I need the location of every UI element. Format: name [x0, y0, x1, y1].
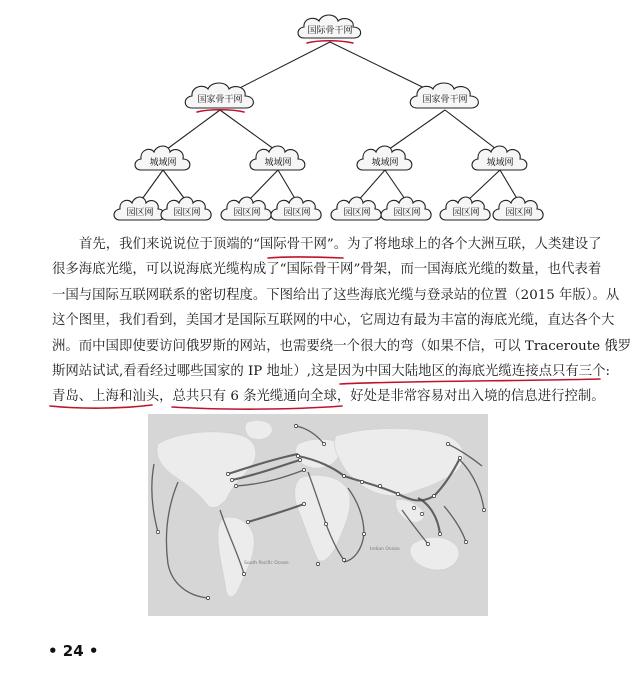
cloud-root — [298, 15, 361, 38]
cloud-campus-6 — [381, 197, 431, 220]
cloud-campus-1 — [114, 197, 164, 220]
paragraph-line-6: 斯网站试试,看看经过哪些国家的 IP 地址）,这是因为中国大陆地区的海底光缆连接点只有三个: — [52, 363, 611, 379]
paragraph-line-3: 一国与国际互联网联系的密切程度。下图给出了这些海底光缆与登录站的位置（2015 年版）。从 — [52, 287, 620, 303]
tree-campus-label-3: 园区网 — [233, 208, 261, 218]
root-underline — [307, 41, 353, 43]
submarine-cable-map — [148, 414, 488, 616]
tree-level2-right-label: 国家骨干网 — [422, 95, 468, 105]
tree-metro-label-4: 城域网 — [486, 158, 514, 168]
tree-campus-label-2: 园区网 — [173, 208, 201, 218]
body-paragraph — [52, 232, 632, 410]
paragraph-line-4: 这个图里，我们看到，美国才是国际互联网的中心，它周边有最为丰富的海底光缆，直达各个大 — [52, 313, 615, 329]
tree-root-label: 国际骨干网 — [307, 26, 353, 36]
tree-campus-label-7: 园区网 — [452, 208, 480, 218]
paragraph-line-5: 洲。而中国即使要访问俄罗斯的网站，也需要绕一个很大的弯（如果不信，可以 Traceroute 俄罗 — [52, 338, 632, 354]
tree-metro-label-1: 城域网 — [149, 158, 177, 168]
cloud-campus-2 — [161, 197, 211, 220]
cloud-campus-5 — [331, 197, 381, 220]
page-number: • 24 • — [48, 642, 99, 660]
tree-campus-label-8: 园区网 — [505, 208, 533, 218]
cable-map-svg — [148, 414, 488, 616]
tree-metro-label-2: 城域网 — [264, 158, 292, 168]
cloud-metro-2 — [250, 146, 305, 170]
cloud-metro-3 — [357, 146, 412, 170]
cloud-metro-1 — [135, 146, 190, 170]
paragraph-line-7: 青岛、上海和汕头，总共只有 6 条光缆通向全球，好处是非常容易对出入境的信息进行控制。 — [52, 389, 605, 405]
cloud-metro-4 — [472, 146, 527, 170]
cloud-campus-7 — [440, 197, 490, 220]
map-label-south-pacific: South Pacific Ocean — [244, 561, 289, 566]
tree-edges — [140, 42, 519, 202]
map-label-indian-ocean: Indian Ocean — [370, 547, 400, 552]
paragraph-line-2: 很多海底光缆，可以说海底光缆构成了“国际骨干网”骨架，而一国海底光缆的数量，也代表着 — [52, 262, 602, 278]
tree-campus-label-1: 园区网 — [126, 208, 154, 218]
tree-campus-label-4: 园区网 — [283, 208, 311, 218]
paragraph-line-1: 首先，我们来说说位于顶端的“国际骨干网”。为了将地球上的各个大洲互联，人类建设了 — [79, 237, 602, 252]
cloud-campus-3 — [221, 197, 271, 220]
cloud-campus-8 — [493, 197, 543, 220]
cloud-campus-4 — [271, 197, 321, 220]
greenland — [245, 420, 272, 439]
tree-metro-label-3: 城域网 — [371, 158, 399, 168]
tree-campus-label-5: 园区网 — [343, 208, 371, 218]
cloud-national-right — [410, 83, 478, 108]
tree-campus-label-6: 园区网 — [393, 208, 421, 218]
tree-level2-left-label: 国家骨干网 — [197, 95, 243, 105]
network-hierarchy-diagram — [0, 0, 640, 232]
